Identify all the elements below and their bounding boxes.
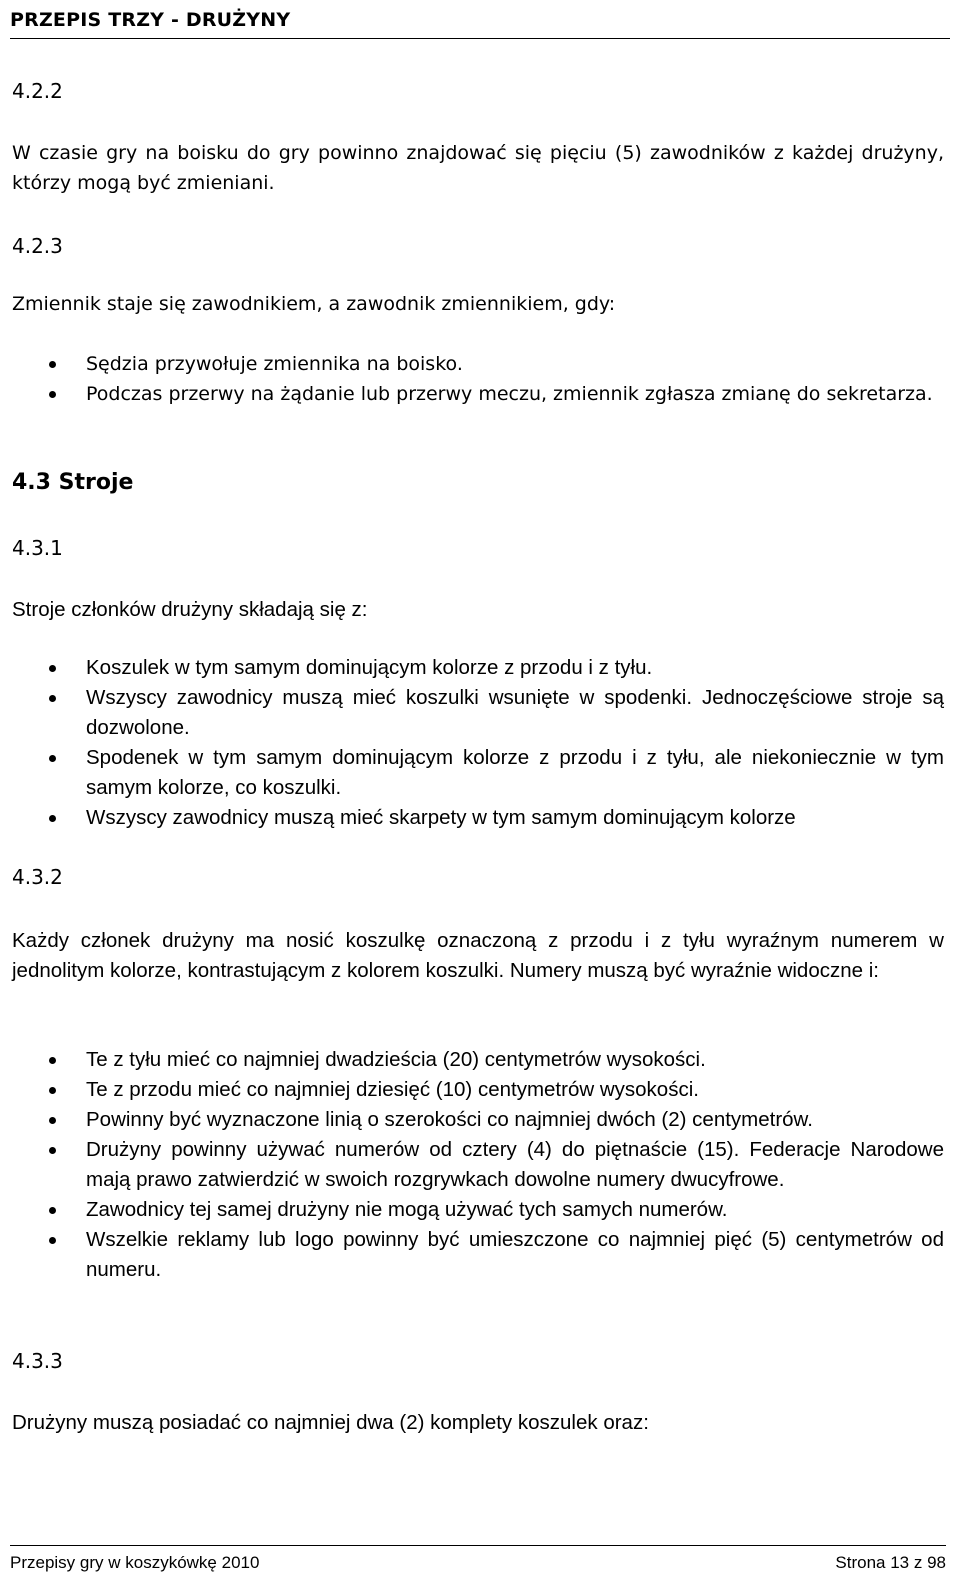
list-item: Drużyny powinny używać numerów od cztery (4) do piętnaście (15). Federacje Narodowe mają prawo zatwierdzić w swoich rozgrywkach dowolne numery dwucyfrowe. bbox=[12, 1135, 944, 1195]
page-header bbox=[10, 6, 950, 39]
paragraph-4-3-2: Każdy członek drużyny ma nosić koszulkę oznaczoną z przodu i z tyłu wyraźnym numerem w jednolitym kolorze, kontrastującym z kolorem koszulki. Numery muszą być wyraźnie widoczne i: bbox=[12, 929, 944, 982]
paragraph-4-3-1: Stroje członków drużyny składają się z: bbox=[12, 598, 368, 621]
bullet-icon bbox=[49, 1237, 56, 1244]
footer-page-number: Strona 13 z 98 bbox=[835, 1553, 946, 1572]
list-item: Te z tyłu mieć co najmniej dwadzieścia (20) centymetrów wysokości. bbox=[12, 1045, 944, 1075]
bullet-icon bbox=[49, 361, 56, 368]
bullet-icon bbox=[49, 755, 56, 762]
list-item: Sędzia przywołuje zmiennika na boisko. bbox=[12, 349, 944, 379]
list-item: Wszyscy zawodnicy muszą mieć koszulki wsunięte w spodenki. Jednoczęściowe stroje są dozwolone. bbox=[12, 683, 944, 743]
list-item: Koszulek w tym samym dominującym kolorze z przodu i z tyłu. bbox=[12, 653, 944, 683]
list-item: Zawodnicy tej samej drużyny nie mogą używać tych samych numerów. bbox=[12, 1195, 944, 1225]
list-item: Wszyscy zawodnicy muszą mieć skarpety w tym samym dominującym kolorze bbox=[12, 803, 944, 833]
section-number-4-3-3: 4.3.3 bbox=[12, 1349, 63, 1373]
bullet-icon bbox=[49, 1147, 56, 1154]
bullet-icon bbox=[49, 1207, 56, 1214]
paragraph-4-2-3: Zmiennik staje się zawodnikiem, a zawodnik zmiennikiem, gdy: bbox=[12, 293, 616, 315]
page-footer bbox=[10, 1545, 946, 1576]
section-number-4-2-3: 4.2.3 bbox=[12, 234, 63, 258]
header-title: PRZEPIS TRZY - DRUŻYNY bbox=[10, 9, 291, 31]
bullet-icon bbox=[49, 1087, 56, 1094]
list-4-2-3 bbox=[12, 349, 944, 409]
list-item: Te z przodu mieć co najmniej dziesięć (10) centymetrów wysokości. bbox=[12, 1075, 944, 1105]
list-item: Spodenek w tym samym dominującym kolorze z przodu i z tyłu, ale niekoniecznie w tym samym kolorze, co koszulki. bbox=[12, 743, 944, 803]
paragraph-4-3-3: Drużyny muszą posiadać co najmniej dwa (2) komplety koszulek oraz: bbox=[12, 1411, 649, 1434]
list-4-3-2 bbox=[12, 1045, 944, 1285]
section-number-4-3-2: 4.3.2 bbox=[12, 865, 63, 889]
list-item: Podczas przerwy na żądanie lub przerwy meczu, zmiennik zgłasza zmianę do sekretarza. bbox=[12, 379, 944, 409]
bullet-icon bbox=[49, 815, 56, 822]
bullet-icon bbox=[49, 665, 56, 672]
list-item: Powinny być wyznaczone linią o szerokości co najmniej dwóch (2) centymetrów. bbox=[12, 1105, 944, 1135]
section-number-4-2-2: 4.2.2 bbox=[12, 79, 63, 103]
footer-document-title: Przepisy gry w koszykówkę 2010 bbox=[10, 1553, 260, 1572]
bullet-icon bbox=[49, 1057, 56, 1064]
bullet-icon bbox=[49, 1117, 56, 1124]
list-4-3-1 bbox=[12, 653, 944, 833]
paragraph-4-2-2: W czasie gry na boisku do gry powinno znajdować się pięciu (5) zawodników z każdej drużyny, którzy mogą być zmieniani. bbox=[12, 142, 944, 194]
bullet-icon bbox=[49, 695, 56, 702]
bullet-icon bbox=[49, 391, 56, 398]
list-item: Wszelkie reklamy lub logo powinny być umieszczone co najmniej pięć (5) centymetrów od numeru. bbox=[12, 1225, 944, 1285]
section-heading-4-3: 4.3 Stroje bbox=[12, 470, 134, 495]
section-number-4-3-1: 4.3.1 bbox=[12, 536, 63, 560]
